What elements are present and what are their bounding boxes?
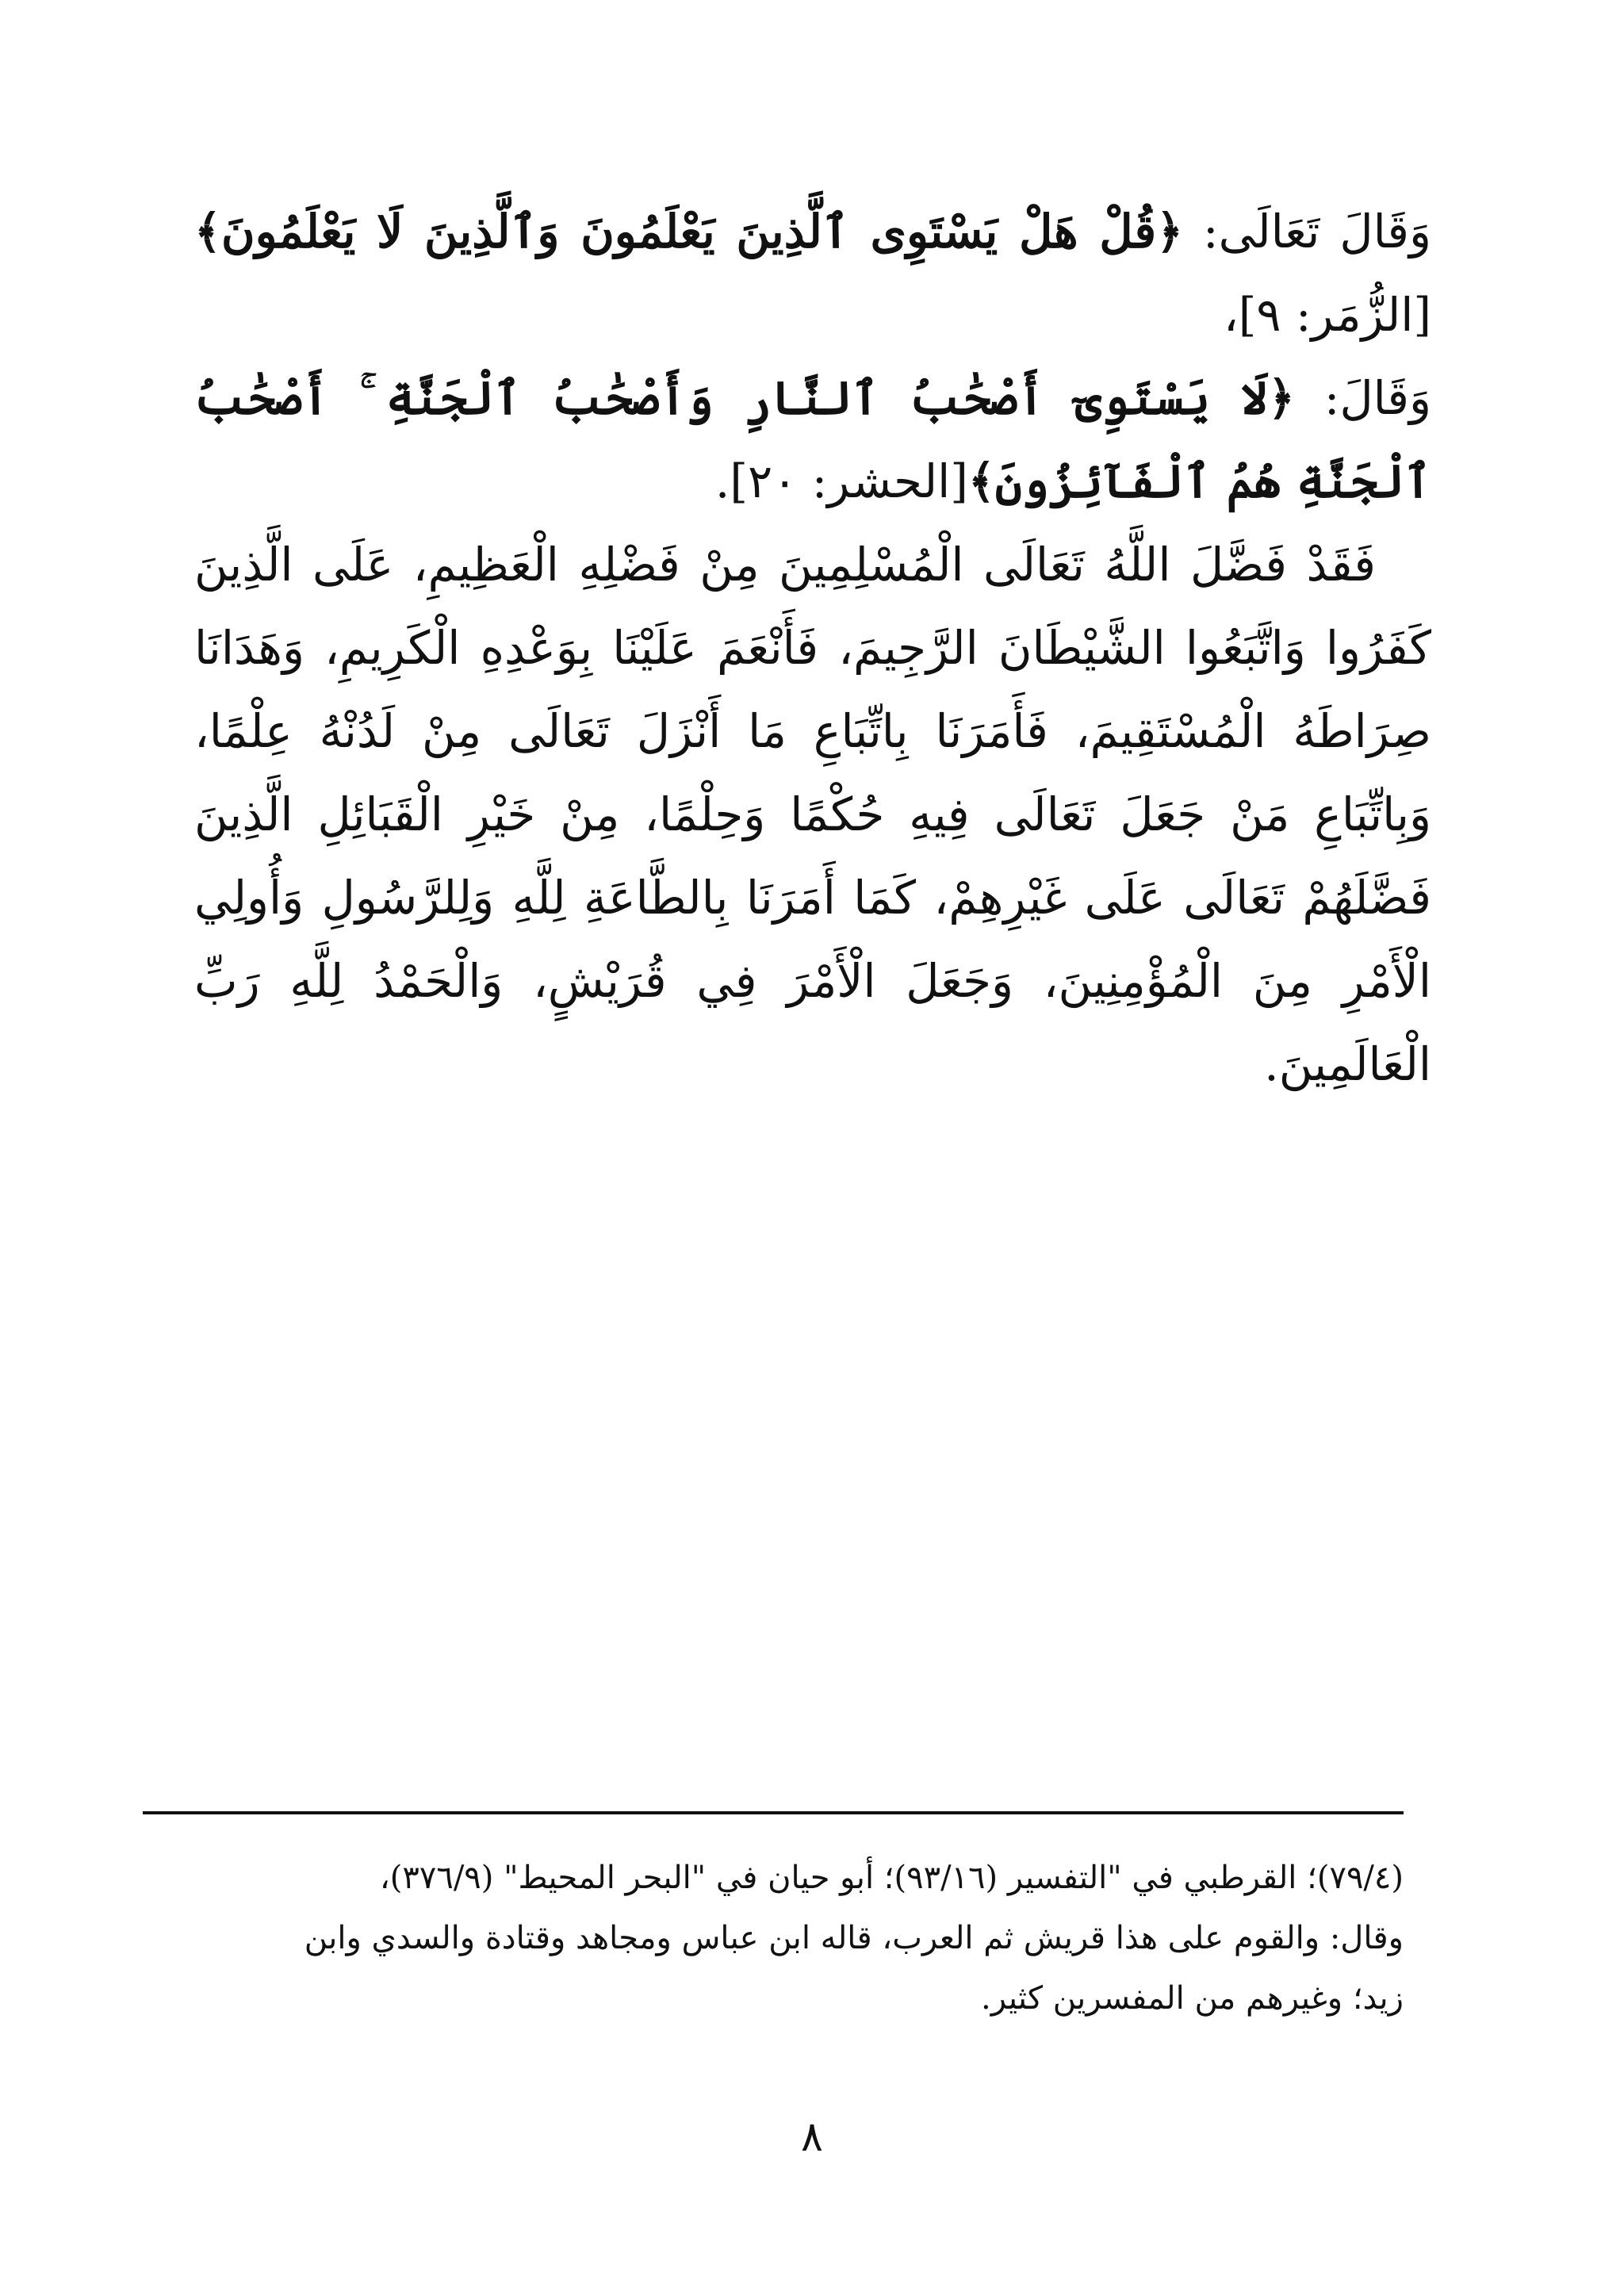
page-number: ٨ <box>801 2113 823 2161</box>
quran-verse: ﴿قُلْ هَلْ يَسْتَوِى ٱلَّذِينَ يَعْلَمُونَ وَٱلَّذِينَ لَا يَعْلَمُونَ﴾ <box>194 205 1184 259</box>
verse-citation: [الزُّمَر: ٩]، <box>1224 288 1431 342</box>
main-text <box>194 190 1431 1106</box>
footnote-line: زيد؛ وغيرهم من المفسرين كثير. <box>981 1980 1404 2017</box>
verse-intro: وَقَالَ تَعَالَى: <box>1183 205 1431 259</box>
paragraph-hashr-verse <box>194 357 1431 523</box>
footnote-line: وقال: والقوم على هذا قريش ثم العرب، قاله ابن عباس ومجاهد وقتادة والسدي وابن <box>304 1920 1404 1956</box>
footnote-line: (٧٩/٤)؛ القرطبي في "التفسير (٩٣/١٦)؛ أبو حيان في "البحر المحيط" (٣٧٦/٩)، <box>379 1860 1404 1896</box>
verse-citation: [الحشر: ٢٠]. <box>714 454 968 508</box>
footnote-separator <box>143 1811 1404 1814</box>
verse-intro: وَقَالَ: <box>1294 371 1432 425</box>
footnote <box>190 1848 1404 2029</box>
paragraph-commentary: فَقَدْ فَضَّلَ اللَّهُ تَعَالَى الْمُسْلِمِينَ مِنْ فَضْلِهِ الْعَظِيمِ، عَلَى الَّذِينَ كَفَرُوا وَاتَّبَعُوا الشَّيْطَانَ الرَّجِيمَ، فَأَنْعَمَ عَلَيْنَا بِوَعْدِهِ الْكَرِيمِ، وَهَدَانَا صِرَاطَهُ الْمُسْتَقِيمَ، فَأَمَرَنَا بِاتِّبَاعِ مَا أَنْزَلَ تَعَالَى مِنْ لَدُنْهُ عِلْمًا، وَبِاتِّبَاعِ مَنْ جَعَلَ تَعَالَى فِيهِ حُكْمًا وَحِلْمًا، مِنْ خَيْرِ الْقَبَائِلِ الَّذِينَ فَضَّلَهُمْ تَعَالَى عَلَى غَيْرِهِمْ، كَمَا أَمَرَنَا بِالطَّاعَةِ لِلَّهِ وَلِلرَّسُولِ وَأُولِي الْأَمْرِ مِنَ الْمُؤْمِنِينَ، وَجَعَلَ الْأَمْرَ فِي قُرَيْشٍ، وَالْحَمْدُ لِلَّهِ رَبِّ الْعَالَمِينَ. <box>194 538 1431 1091</box>
paragraph-zumar-verse <box>194 190 1431 357</box>
quran-verse: ﴿لَا يَسْتَوِىٓ أَصْحَٰبُ ٱلنَّارِ وَأَصْحَٰبُ ٱلْجَنَّةِ ۚ أَصْحَٰبُ ٱلْجَنَّةِ هُمُ ٱلْفَآئِزُونَ﴾ <box>194 371 1431 508</box>
